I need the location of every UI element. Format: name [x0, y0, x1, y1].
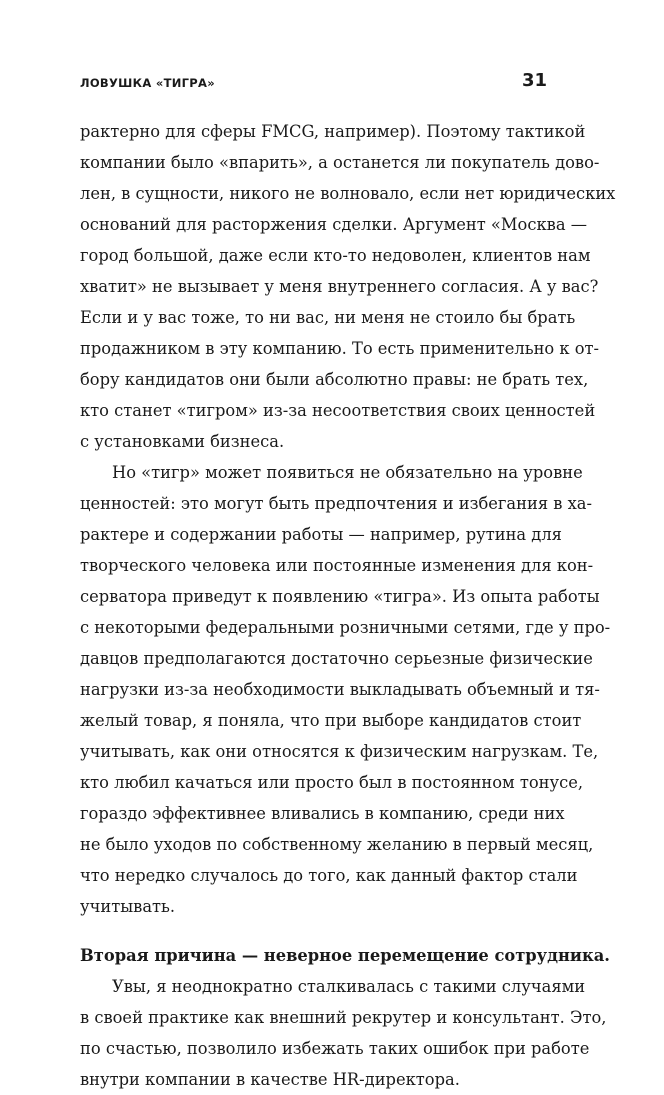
text-line: учитывать. — [80, 897, 176, 916]
text-line: внутри компании в качестве HR-директора. — [80, 1070, 460, 1089]
text-line: оснований для расторжения сделки. Аргумент «Москва — — [80, 215, 587, 234]
text-line: гораздо эффективнее вливались в компанию, среди них — [80, 804, 565, 823]
text-line: ценностей: это могут быть предпочтения и избегания в ха- — [80, 494, 593, 513]
text-line: нагрузки из-за необходимости выкладывать объемный и тя- — [80, 680, 600, 699]
page-number: 31 — [521, 70, 547, 91]
text-line: кто станет «тигром» из-за несоответствия своих ценностей — [80, 401, 596, 420]
text-line: с установками бизнеса. — [80, 432, 285, 451]
text-line: по счастью, позволило избежать таких ошибок при работе — [80, 1039, 590, 1058]
text-line: давцов предполагаются достаточно серьезные физические — [80, 649, 593, 668]
paragraph-1 — [80, 116, 616, 457]
text-line: лен, в сущности, никого не волновало, если нет юридических — [80, 184, 616, 203]
text-line: хватит» не вызывает у меня внутреннего согласия. А у вас? — [80, 277, 599, 296]
text-line: Но «тигр» может появиться не обязательно на уровне — [112, 463, 583, 482]
paragraph-3 — [80, 971, 607, 1095]
text-line: творческого человека или постоянные изменения для кон- — [80, 556, 594, 575]
section-heading: Вторая причина — неверное перемещение сотрудника. — [80, 946, 610, 965]
text-line: рактерно для сферы FMCG, например). Поэтому тактикой — [80, 122, 586, 141]
text-line: город большой, даже если кто-то недоволен, клиентов нам — [80, 246, 591, 265]
text-line: серватора приведут к появлению «тигра». Из опыта работы — [80, 587, 600, 606]
text-line: кто любил качаться или просто был в постоянном тонусе, — [80, 773, 584, 792]
text-line: в своей практике как внешний рекрутер и консультант. Это, — [80, 1008, 607, 1027]
text-line: бору кандидатов они были абсолютно правы: не брать тех, — [80, 370, 589, 389]
text-line: Если и у вас тоже, то ни вас, ни меня не стоило бы брать — [80, 308, 576, 327]
paragraph-2 — [80, 457, 611, 922]
section-gap — [80, 922, 549, 940]
text-line: желый товар, я поняла, что при выборе кандидатов стоит — [80, 711, 582, 730]
text-line: Увы, я неоднократно сталкивалась с такими случаями — [112, 977, 586, 996]
body-text — [80, 116, 616, 1095]
running-title: ЛОВУШКА «ТИГРА» — [80, 76, 215, 90]
text-line: не было уходов по собственному желанию в первый месяц, — [80, 835, 594, 854]
text-line: рактере и содержании работы — например, рутина для — [80, 525, 562, 544]
text-line: компании было «впарить», а останется ли покупатель дово- — [80, 153, 600, 172]
text-line: с некоторыми федеральными розничными сетями, где у про- — [80, 618, 611, 637]
text-line: учитывать, как они относятся к физическим нагрузкам. Те, — [80, 742, 599, 761]
text-line: продажником в эту компанию. То есть применительно к от- — [80, 339, 600, 358]
text-line: что нередко случалось до того, как данный фактор стали — [80, 866, 578, 885]
